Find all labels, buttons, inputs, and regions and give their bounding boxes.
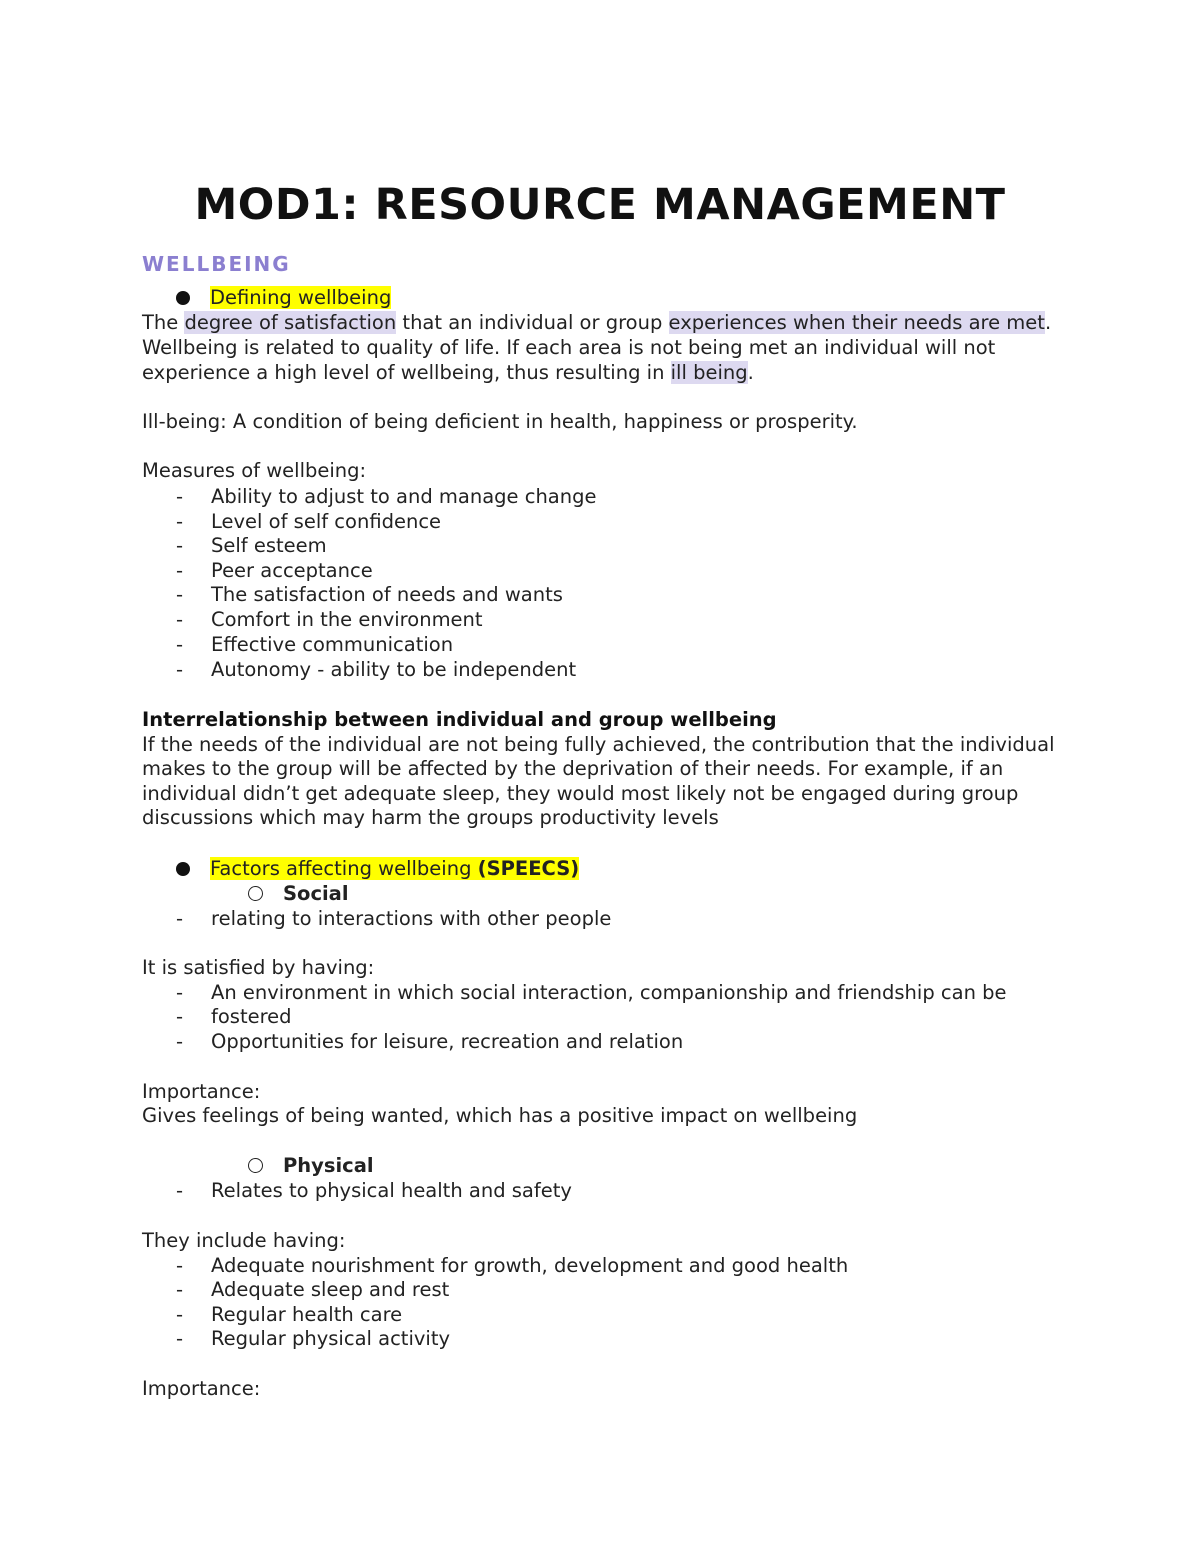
hollow-circle-icon <box>248 886 263 901</box>
list-item: - Regular physical activity <box>176 1327 451 1350</box>
paragraph-line: If the needs of the individual are not being fully achieved, the contribution that the individual <box>142 733 1055 756</box>
definition-line-3: experience a high level of wellbeing, thus resulting in ill being. <box>142 361 754 384</box>
highlight-needs-met: experiences when their needs are met <box>668 311 1045 334</box>
list-item: - Adequate nourishment for growth, development and good health <box>176 1254 849 1277</box>
bullet-label: Factors affecting wellbeing (SPEECS) <box>210 857 580 880</box>
page-title: MOD1: RESOURCE MANAGEMENT <box>194 180 1006 230</box>
list-item: - Effective communication <box>176 633 454 656</box>
definition-line-1: The degree of satisfaction that an individual or group experiences when their needs are met. <box>142 311 1052 334</box>
list-item: - relating to interactions with other people <box>176 907 612 930</box>
sub-bullet-physical: Physical <box>248 1153 374 1178</box>
bullet-dot-icon <box>176 862 190 876</box>
bullet-factors-affecting-wellbeing <box>176 856 579 881</box>
list-item: - The satisfaction of needs and wants <box>176 583 563 606</box>
highlight-degree-of-satisfaction: degree of satisfaction <box>184 311 397 334</box>
list-item: - Level of self confidence <box>176 510 442 533</box>
list-item: - Self esteem <box>176 534 327 557</box>
paragraph-line: discussions which may harm the groups productivity levels <box>142 806 719 829</box>
list-item: - Ability to adjust to and manage change <box>176 485 597 508</box>
interrelationship-heading: Interrelationship between individual and group wellbeing <box>142 708 777 731</box>
section-heading-wellbeing: WELLBEING <box>142 252 291 276</box>
paragraph-line: individual didn’t get adequate sleep, they would most likely not be engaged during group <box>142 782 1019 805</box>
list-item: - Regular health care <box>176 1303 403 1326</box>
list-item: - Adequate sleep and rest <box>176 1278 450 1301</box>
highlight-ill-being: ill being <box>670 361 748 384</box>
illbeing-definition: Ill-being: A condition of being deficient in health, happiness or prosperity. <box>142 410 858 433</box>
definition-line-2: Wellbeing is related to quality of life. If each area is not being met an individual will not <box>142 336 996 359</box>
list-item: - fostered <box>176 1005 292 1028</box>
social-importance-text: Gives feelings of being wanted, which has a positive impact on wellbeing <box>142 1104 858 1127</box>
list-item: - Autonomy - ability to be independent <box>176 658 577 681</box>
measures-label: Measures of wellbeing: <box>142 459 367 482</box>
list-item: - Relates to physical health and safety <box>176 1179 572 1202</box>
list-item: - Comfort in the environment <box>176 608 483 631</box>
physical-include-label: They include having: <box>142 1229 346 1252</box>
list-item: - Peer acceptance <box>176 559 373 582</box>
social-importance-label: Importance: <box>142 1080 261 1103</box>
bullet-dot-icon <box>176 291 190 305</box>
social-satisfied-label: It is satisfied by having: <box>142 956 375 979</box>
hollow-circle-icon <box>248 1158 263 1173</box>
bullet-defining-wellbeing <box>176 285 391 310</box>
bullet-label: Defining wellbeing <box>210 286 392 309</box>
list-item: - An environment in which social interaction, companionship and friendship can be <box>176 981 1007 1004</box>
sub-bullet-social: Social <box>248 881 349 906</box>
list-item: - Opportunities for leisure, recreation and relation <box>176 1030 684 1053</box>
physical-importance-label: Importance: <box>142 1377 261 1400</box>
paragraph-line: makes to the group will be affected by the deprivation of their needs. For example, if an <box>142 757 1004 780</box>
